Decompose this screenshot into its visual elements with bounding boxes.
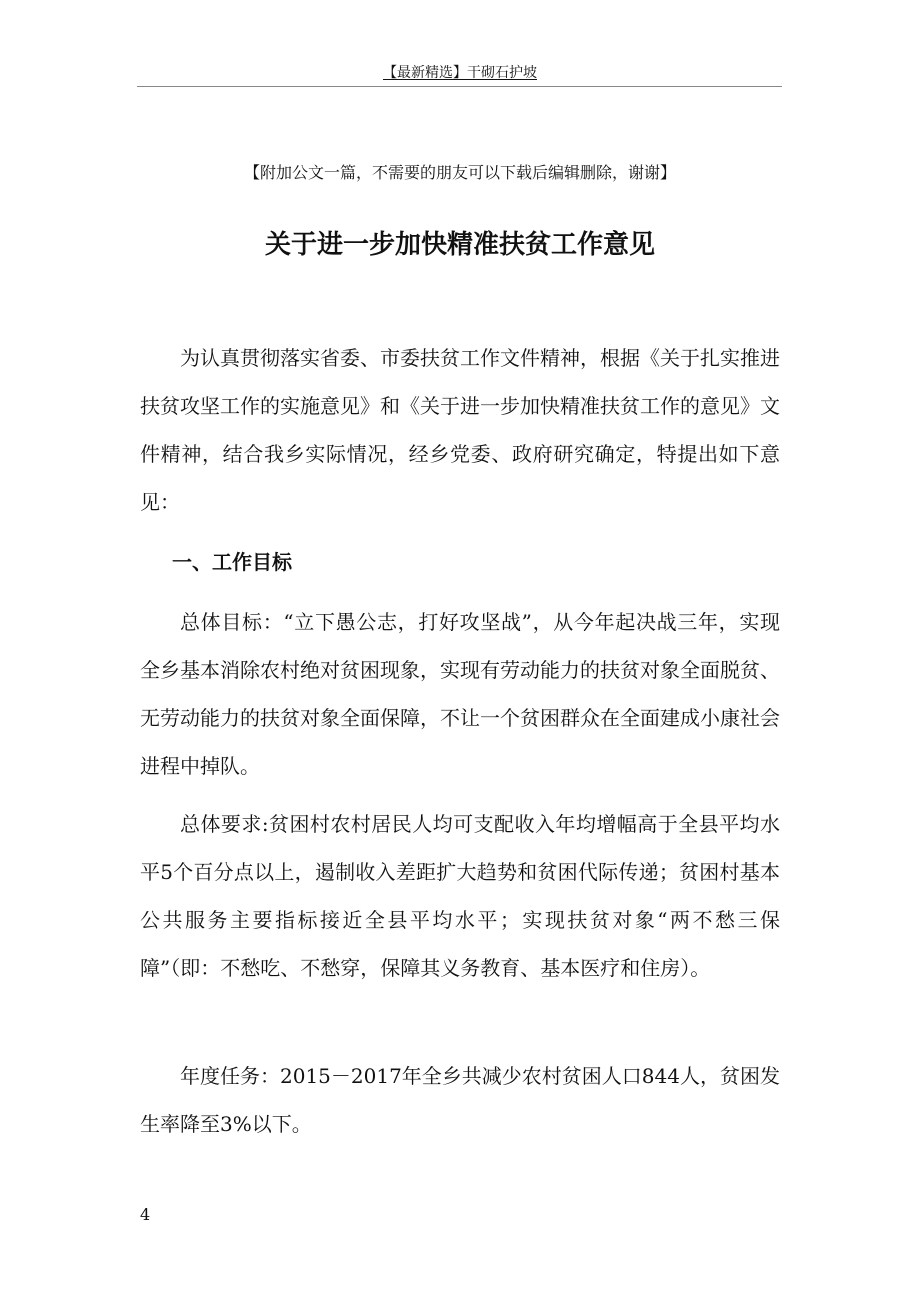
page-number: 4: [140, 1205, 151, 1224]
overall-goal-paragraph: 总体目标：“立下愚公志，打好攻坚战”，从今年起决战三年，实现全乡基本消除农村绝对贫困现象，实现有劳动能力的扶贫对象全面脱贫、无劳动能力的扶贫对象全面保障，不让一个贫困群众在全面建成小康社会进程中掉队。: [140, 610, 780, 778]
header-divider: [137, 86, 782, 87]
page-header-title: 【最新精选】干砌石护坡: [383, 65, 537, 81]
document-title: 关于进一步加快精准扶贫工作意见: [264, 230, 655, 260]
notice-text: 【附加公文一篇，不需要的朋友可以下载后编辑删除，谢谢】: [243, 163, 676, 182]
section-heading-work-goals: 一、工作目标: [172, 550, 292, 574]
intro-paragraph: 为认真贯彻落实省委、市委扶贫工作文件精神，根据《关于扎实推进扶贫攻坚工作的实施意见》和《关于进一步加快精准扶贫工作的意见》文件精神，结合我乡实际情况，经乡党委、政府研究确定，特提出如下意见：: [140, 346, 780, 514]
overall-requirement-paragraph: 总体要求:贫困村农村居民人均可支配收入年均增幅高于全县平均水平5个百分点以上，遏制收入差距扩大趋势和贫困代际传递；贫困村基本公共服务主要指标接近全县平均水平；实现扶贫对象“两不愁三保障”（即：不愁吃、不愁穿，保障其义务教育、基本医疗和住房）。: [140, 812, 780, 980]
annual-task-paragraph: 年度任务：2015－2017年全乡共减少农村贫困人口844人，贫困发生率降至3%以下。: [140, 1064, 780, 1136]
